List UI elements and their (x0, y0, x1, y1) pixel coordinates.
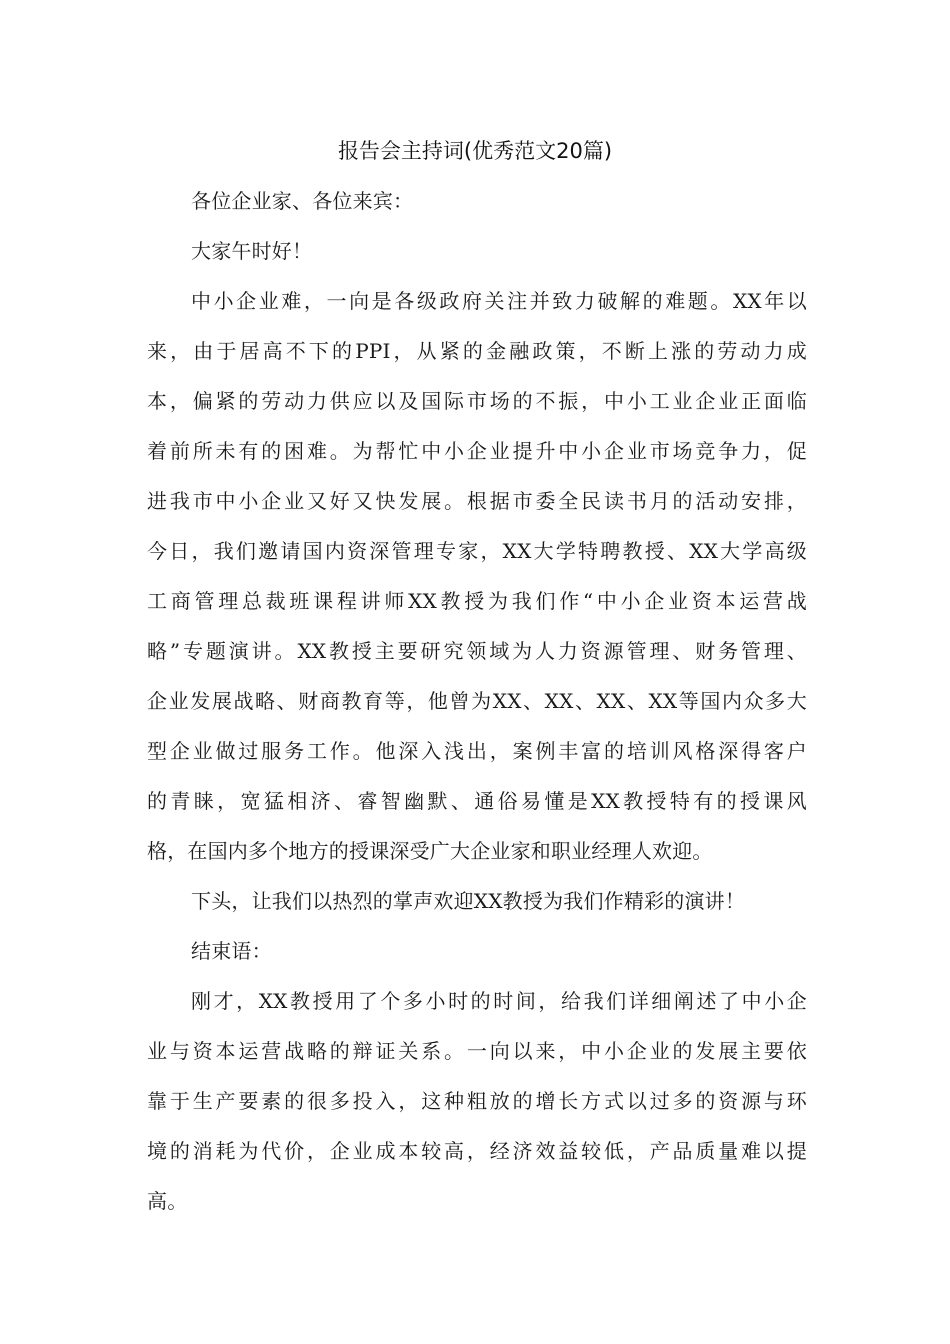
paragraph-line: 业与资本运营战略的辩证关系。一向以来，中小企业的发展主要依 (147, 1039, 807, 1063)
paragraph-line: 格，在国内多个地方的授课深受广大企业家和职业经理人欢迎。 (147, 839, 713, 863)
paragraph-line: 进我市中小企业又好又快发展。根据市委全民读书月的活动安排， (147, 489, 807, 513)
paragraph-line: 工商管理总裁班课程讲师XX教授为我们作“中小企业资本运营战 (147, 589, 807, 613)
paragraph-line: 高。 (147, 1189, 188, 1213)
paragraph-line: 的青睐，宽猛相济、睿智幽默、通俗易懂是XX教授特有的授课风 (147, 789, 807, 813)
paragraph-line: 境的消耗为代价，企业成本较高，经济效益较低，产品质量难以提 (147, 1139, 807, 1163)
greeting-line: 各位企业家、各位来宾： (191, 189, 414, 213)
paragraph-line: 中小企业难，一向是各级政府关注并致力破解的难题。XX年以 (191, 289, 807, 313)
paragraph-line: 着前所未有的困难。为帮忙中小企业提升中小企业市场竞争力，促 (147, 439, 807, 463)
paragraph-line: 来，由于居高不下的PPI，从紧的金融政策，不断上涨的劳动力成 (147, 339, 807, 363)
paragraph-line: 今日，我们邀请国内资深管理专家，XX大学特聘教授、XX大学高级 (147, 539, 807, 563)
paragraph-line: 略”专题演讲。XX教授主要研究领域为人力资源管理、财务管理、 (147, 639, 807, 663)
paragraph-line: 本，偏紧的劳动力供应以及国际市场的不振，中小工业企业正面临 (147, 389, 807, 413)
paragraph-line: 刚才，XX教授用了个多小时的时间，给我们详细阐述了中小企 (191, 989, 807, 1013)
closing-heading: 结束语： (191, 939, 272, 963)
paragraph-line: 企业发展战略、财商教育等，他曾为XX、XX、XX、XX等国内众多大 (147, 689, 807, 713)
paragraph-line: 靠于生产要素的很多投入，这种粗放的增长方式以过多的资源与环 (147, 1089, 807, 1113)
paragraph-line: 型企业做过服务工作。他深入浅出，案例丰富的培训风格深得客户 (147, 739, 807, 763)
document-title: 报告会主持词(优秀范文20篇) (337, 139, 613, 163)
paragraph-line: 下头，让我们以热烈的掌声欢迎XX教授为我们作精彩的演讲！ (191, 889, 746, 913)
greeting-line-2: 大家午时好！ (191, 239, 313, 263)
